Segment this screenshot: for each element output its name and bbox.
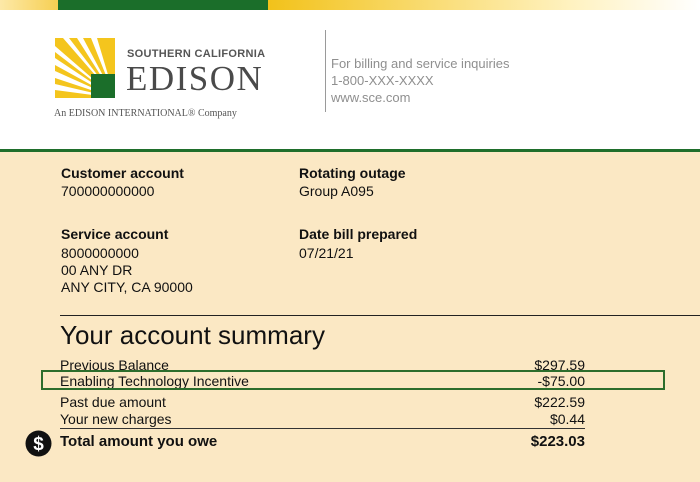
rotating-outage-label: Rotating outage (299, 165, 406, 181)
brand-tagline: An EDISON INTERNATIONAL® Company (54, 108, 237, 119)
customer-account-value: 700000000000 (61, 183, 155, 199)
summary-row (60, 411, 585, 428)
summary-row-label: Your new charges (60, 411, 172, 427)
summary-row (60, 394, 585, 411)
summary-row-label: Previous Balance (60, 357, 169, 373)
total-rule (60, 428, 585, 429)
service-account-value (61, 245, 193, 296)
summary-row-label: Past due amount (60, 394, 166, 410)
bill-header (0, 10, 700, 150)
dollar-circle-icon (25, 430, 52, 457)
rotating-outage-value: Group A095 (299, 183, 374, 199)
brand-line1: SOUTHERN CALIFORNIA (127, 48, 266, 60)
summary-rule (60, 315, 700, 316)
top-color-bar (0, 0, 700, 10)
summary-row-amount: -$75.00 (537, 373, 585, 389)
summary-row-amount: $297.59 (534, 357, 585, 373)
svg-text:$: $ (33, 434, 44, 455)
contact-line1: For billing and service inquiries (331, 56, 510, 71)
summary-row-label: Enabling Technology Incentive (60, 373, 249, 389)
brand-name: EDISON (126, 59, 264, 98)
contact-web[interactable]: www.sce.com (331, 90, 411, 105)
edison-logo-icon (55, 38, 115, 98)
top-bar-segment-gold (268, 0, 700, 10)
bill-date-value: 07/21/21 (299, 245, 354, 261)
header-divider (325, 30, 326, 112)
service-account-number: 8000000000 (61, 245, 139, 261)
highlight-box (41, 370, 665, 390)
total-row (60, 433, 585, 453)
summary-title: Your account summary (60, 320, 325, 350)
service-account-label: Service account (61, 226, 169, 242)
total-label: Total amount you owe (60, 433, 218, 450)
service-address-line2: ANY CITY, CA 90000 (61, 279, 193, 295)
top-bar-segment-yellow (0, 0, 58, 10)
contact-phone: 1-800-XXX-XXXX (331, 73, 434, 88)
customer-account-label: Customer account (61, 165, 184, 181)
summary-row-amount: $0.44 (549, 411, 585, 427)
summary-row-amount: $222.59 (534, 394, 585, 410)
service-address-line1: 00 ANY DR (61, 262, 133, 278)
top-bar-segment-green (58, 0, 268, 10)
total-amount: $223.03 (530, 433, 585, 450)
bill-date-label: Date bill prepared (299, 226, 418, 242)
contact-info (331, 55, 509, 106)
